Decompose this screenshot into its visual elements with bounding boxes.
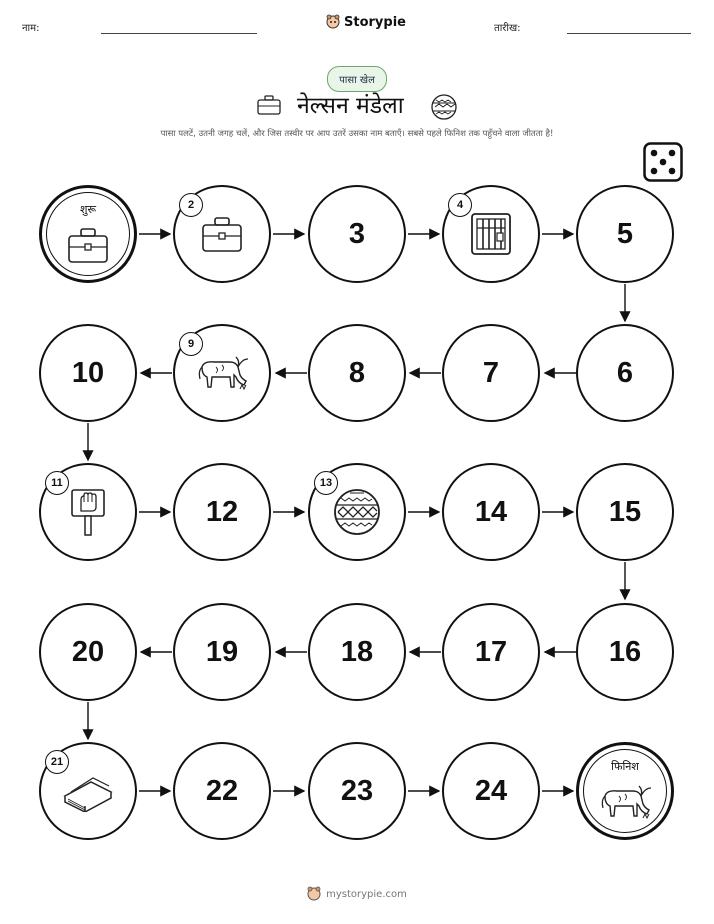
space-number-badge: 2 — [179, 193, 203, 217]
board-space-3[interactable] — [308, 185, 406, 283]
cattle-icon — [597, 782, 653, 822]
space-number: 3 — [348, 217, 366, 250]
board-space-14[interactable] — [442, 463, 540, 561]
board-space-20[interactable] — [39, 603, 137, 701]
board-space-5[interactable] — [576, 185, 674, 283]
board-space-7[interactable] — [442, 324, 540, 422]
cattle-icon — [194, 353, 250, 393]
instructions: पासा पलटें, उतनी जगह चलें, और जिस तस्वीर पर आप उतरें उसका नाम बताएँ। सबसे पहले फिनिश तक पहुँचने वाला जीतता है! — [160, 129, 554, 139]
space-number: 24 — [474, 774, 508, 807]
space-number: 16 — [608, 635, 642, 668]
protest-sign-icon — [68, 487, 108, 537]
space-number: 23 — [340, 774, 374, 807]
board-space-10[interactable] — [39, 324, 137, 422]
space-number: 19 — [205, 635, 239, 668]
space-number: 14 — [474, 495, 508, 528]
space-number-badge: 9 — [179, 332, 203, 356]
briefcase-icon — [200, 214, 244, 254]
board-space-12[interactable] — [173, 463, 271, 561]
footer-url[interactable]: mystorypie.com — [326, 888, 407, 900]
storypie-mascot-icon — [307, 886, 321, 902]
start-label: शुरू — [79, 203, 97, 216]
finish-space[interactable] — [576, 742, 674, 840]
finish-label: फिनिश — [611, 760, 639, 773]
prison-door-icon — [468, 211, 514, 257]
board-space-21[interactable] — [39, 742, 137, 840]
space-number-badge: 21 — [45, 750, 69, 774]
african-pattern-icon — [332, 487, 382, 537]
space-number: 10 — [71, 356, 105, 389]
brand-name: Storypie — [344, 14, 406, 30]
space-number: 6 — [616, 356, 634, 389]
book-icon — [61, 770, 115, 812]
board-space-4[interactable] — [442, 185, 540, 283]
board-space-16[interactable] — [576, 603, 674, 701]
space-number-badge: 13 — [314, 471, 338, 495]
space-number-badge: 4 — [448, 193, 472, 217]
board-space-2[interactable] — [173, 185, 271, 283]
space-number: 5 — [616, 217, 634, 250]
date-label: तारीख: — [494, 23, 521, 34]
board-space-18[interactable] — [308, 603, 406, 701]
board-space-17[interactable] — [442, 603, 540, 701]
space-number: 20 — [71, 635, 105, 668]
board-space-23[interactable] — [308, 742, 406, 840]
space-number: 8 — [348, 356, 366, 389]
board-space-22[interactable] — [173, 742, 271, 840]
footer — [0, 886, 714, 902]
start-space[interactable] — [39, 185, 137, 283]
board-space-9[interactable] — [173, 324, 271, 422]
board-space-24[interactable] — [442, 742, 540, 840]
space-number: 12 — [205, 495, 239, 528]
game-type-badge: पासा खेल — [327, 66, 387, 92]
briefcase-icon — [66, 225, 110, 265]
board-space-11[interactable] — [39, 463, 137, 561]
space-number-badge: 11 — [45, 471, 69, 495]
space-number: 7 — [482, 356, 500, 389]
space-number: 18 — [340, 635, 374, 668]
space-number: 15 — [608, 495, 642, 528]
page-title: नेल्सन मंडेला — [297, 93, 404, 119]
board-space-8[interactable] — [308, 324, 406, 422]
space-number: 17 — [474, 635, 508, 668]
space-number: 22 — [205, 774, 239, 807]
board-space-15[interactable] — [576, 463, 674, 561]
board-space-6[interactable] — [576, 324, 674, 422]
board-space-13[interactable] — [308, 463, 406, 561]
board-space-19[interactable] — [173, 603, 271, 701]
name-label: नाम: — [22, 23, 40, 34]
